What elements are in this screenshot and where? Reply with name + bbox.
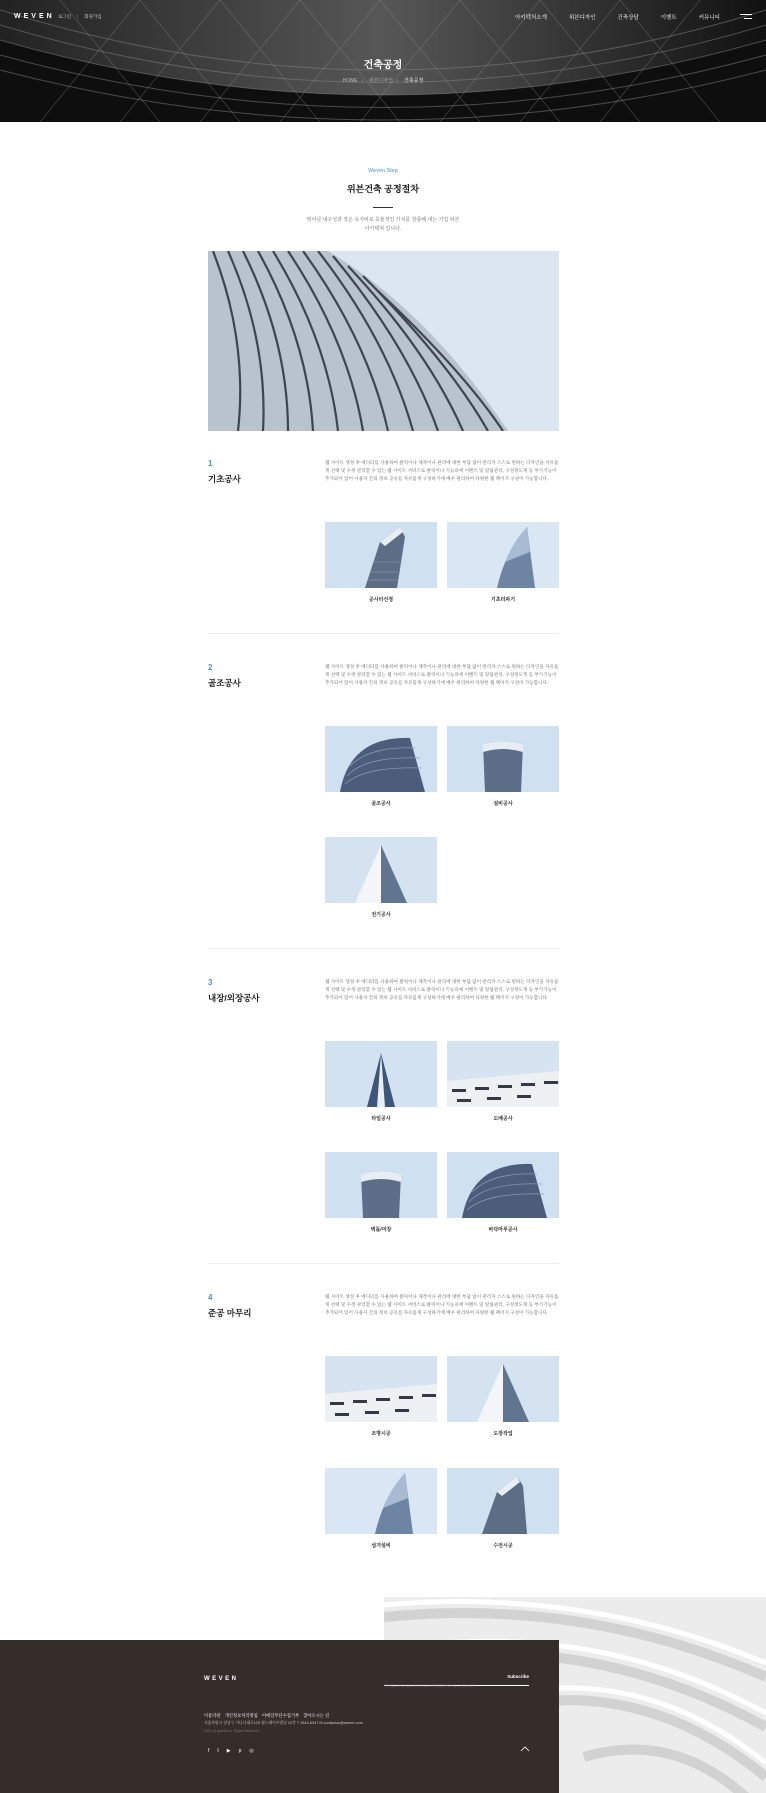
process-card[interactable] (325, 837, 437, 918)
auth-separator: | (77, 14, 79, 19)
step-title: 기초공사 (208, 474, 241, 484)
main-nav (515, 13, 720, 21)
process-caption: 조명시공 (371, 1431, 391, 1437)
menu-icon[interactable] (740, 14, 752, 20)
login-link[interactable]: 로그인 (58, 14, 72, 19)
process-caption: 도배공사 (493, 1116, 513, 1122)
footer-link-privacy[interactable]: 개인정보처리방침 (224, 1713, 258, 1718)
breadcrumb: HOME › 위븐디자인 › 건축공정 (342, 78, 424, 84)
auth-links (58, 14, 102, 20)
step-3 (208, 978, 559, 1268)
process-image (325, 522, 437, 588)
process-card[interactable] (447, 1041, 559, 1122)
process-card[interactable] (325, 1152, 437, 1233)
site-logo[interactable]: WEVEN (14, 13, 55, 20)
process-image (325, 726, 437, 792)
process-card[interactable] (447, 522, 559, 603)
step-divider (208, 1263, 559, 1264)
process-caption: 벽돌/미장 (370, 1227, 392, 1233)
step-divider (208, 633, 559, 634)
breadcrumb-design[interactable]: 위븐디자인 (368, 78, 393, 84)
intro-section (0, 168, 766, 234)
copyright: 2021 (c) gravity co. Rights Reserved. (204, 1729, 260, 1733)
process-card[interactable] (325, 1468, 437, 1549)
process-card[interactable] (447, 1468, 559, 1549)
footer-links (204, 1713, 329, 1719)
nav-item-architecture[interactable]: 아키텍처소개 (515, 15, 547, 21)
intro-line-1: 뛰어난 내구성과 작은 유지비로 효율적인 가치를 창출해 내는 기업 위븐 (306, 217, 460, 223)
process-card[interactable] (325, 522, 437, 603)
intro-eyebrow: Weven Step (368, 168, 398, 174)
instagram-icon[interactable]: ◎ (249, 1748, 254, 1754)
step-description: 웹 사이트 생성 후 에디터를 사용하여 클릭이나 제작이나 관리에 대한 부담 없이 관리자 스스로 원하는 디자인을 자유롭게 선택 및 수정 관리할 수 있는 웹 사이트 서비스로 클릭이나 기능피에 이벤트 및 알림관리, 구성정도게 등 부가기능이 추가되어 있어 사용자 간의 정보 공유를 자유롭게 구성하기에 매우 편리하여 다양한 웹 페이지 구성이 가능합니다. (325, 1294, 559, 1315)
step-number: 3 (208, 978, 213, 987)
process-caption: 설비공사 (493, 801, 513, 807)
social-links (208, 1748, 254, 1754)
step-description: 웹 사이트 생성 후 에디터를 사용하여 클릭이나 제작이나 관리에 대한 부담 없이 관리자 스스로 원하는 디자인을 자유롭게 선택 및 수정 관리할 수 있는 웹 사이트 서비스로 클릭이나 기능피에 이벤트 및 알림관리, 구성정도게 등 부가기능이 추가되어 있어 사용자 간의 정보 공유를 자유롭게 구성하기에 매우 편리하여 다양한 웹 페이지 구성이 가능합니다. (325, 979, 559, 1000)
process-card[interactable] (447, 726, 559, 807)
newsletter-email-input[interactable] (384, 1684, 494, 1688)
newsletter-form (384, 1674, 529, 1686)
intro-divider (373, 207, 393, 208)
process-caption: 공사터선정 (368, 597, 394, 603)
footer-link-email-policy[interactable]: 이메일무단수집거부 (261, 1713, 300, 1718)
process-image (447, 1152, 559, 1218)
step-title: 골조공사 (208, 678, 241, 688)
process-caption: 기초터파기 (490, 597, 516, 603)
step-4 (208, 1293, 559, 1563)
nav-item-design[interactable]: 위븐디자인 (568, 15, 596, 21)
process-image (325, 837, 437, 903)
breadcrumb-current: 건축공정 (403, 78, 424, 84)
process-card[interactable] (325, 1356, 437, 1437)
nav-item-consult[interactable]: 건축상담 (617, 15, 639, 21)
step-description: 웹 사이트 생성 후 에디터를 사용하여 클릭이나 제작이나 관리에 대한 부담 없이 관리자 스스로 원하는 디자인을 자유롭게 선택 및 수정 관리할 수 있는 웹 사이트 서비스로 클릭이나 기능피에 이벤트 및 알림관리, 구성정도게 등 부가기능이 추가되어 있어 사용자 간의 정보 공유를 자유롭게 구성하기에 매우 편리하여 다양한 웹 페이지 구성이 가능합니다. (325, 460, 559, 481)
step-1 (208, 459, 559, 639)
intro-title: 위븐건축 공정절차 (346, 184, 420, 194)
featured-building-image (208, 251, 559, 431)
process-image (325, 1041, 437, 1107)
intro-line-2: 아키텍쳐 입니다. (364, 226, 402, 232)
nav-item-community[interactable]: 커뮤니티 (698, 15, 720, 21)
youtube-icon[interactable]: ▶ (226, 1748, 231, 1754)
intro-description (0, 216, 766, 234)
step-number: 4 (208, 1293, 213, 1302)
step-number: 2 (208, 663, 213, 672)
breadcrumb-home[interactable]: HOME (342, 78, 358, 84)
process-card[interactable] (325, 1041, 437, 1122)
process-caption: 바닥마루공사 (488, 1227, 518, 1233)
process-image (447, 726, 559, 792)
process-image (325, 1356, 437, 1422)
footer-link-directions[interactable]: 찾아오시는 길 (303, 1713, 330, 1718)
process-caption: 섬겨설비 (371, 1543, 391, 1549)
process-card[interactable] (325, 726, 437, 807)
signup-link[interactable]: 회원가입 (84, 14, 102, 19)
process-image (447, 1041, 559, 1107)
process-caption: 수전시공 (493, 1543, 513, 1549)
process-image (325, 1152, 437, 1218)
process-caption: 골조공사 (371, 801, 391, 807)
process-image (447, 522, 559, 588)
step-divider (208, 948, 559, 949)
site-footer (0, 1640, 559, 1793)
process-image (325, 1468, 437, 1534)
company-info: 서울특별시 강남구 가나다대로123 필드헤이즈빌딩 12층 T 1544-6347 M contactus@weven.com (204, 1721, 363, 1725)
process-card[interactable] (447, 1356, 559, 1437)
process-caption: 타일공사 (371, 1116, 391, 1122)
process-image (447, 1356, 559, 1422)
subscribe-button[interactable]: Subscribe (507, 1674, 529, 1679)
process-caption: 도장작업 (493, 1431, 513, 1437)
twitter-icon[interactable]: t (217, 1748, 219, 1754)
process-card[interactable] (447, 1152, 559, 1233)
step-number: 1 (208, 459, 213, 468)
step-title: 내장/외장공사 (208, 993, 260, 1003)
nav-item-event[interactable]: 이벤트 (660, 15, 677, 21)
step-description: 웹 사이트 생성 후 에디터를 사용하여 클릭이나 제작이나 관리에 대한 부담 없이 관리자 스스로 원하는 디자인을 자유롭게 선택 및 수정 관리할 수 있는 웹 사이트 서비스로 클릭이나 기능피에 이벤트 및 알림관리, 구성정도게 등 부가기능이 추가되어 있어 사용자 간의 정보 공유를 자유롭게 구성하기에 매우 편리하여 다양한 웹 페이지 구성이 가능합니다. (325, 664, 559, 685)
facebook-icon[interactable]: f (208, 1748, 210, 1754)
step-title: 준공 마무리 (208, 1308, 252, 1318)
step-2 (208, 663, 559, 953)
pinterest-icon[interactable]: p (238, 1748, 242, 1754)
process-caption: 전기공사 (371, 912, 391, 918)
page-title: 건축공정 (363, 60, 403, 71)
scroll-top-icon[interactable] (520, 1746, 530, 1752)
process-image (447, 1468, 559, 1534)
hero-header (0, 0, 766, 122)
footer-logo[interactable]: WEVEN (204, 1676, 239, 1682)
footer-link-terms[interactable]: 이용약관 (204, 1713, 221, 1718)
